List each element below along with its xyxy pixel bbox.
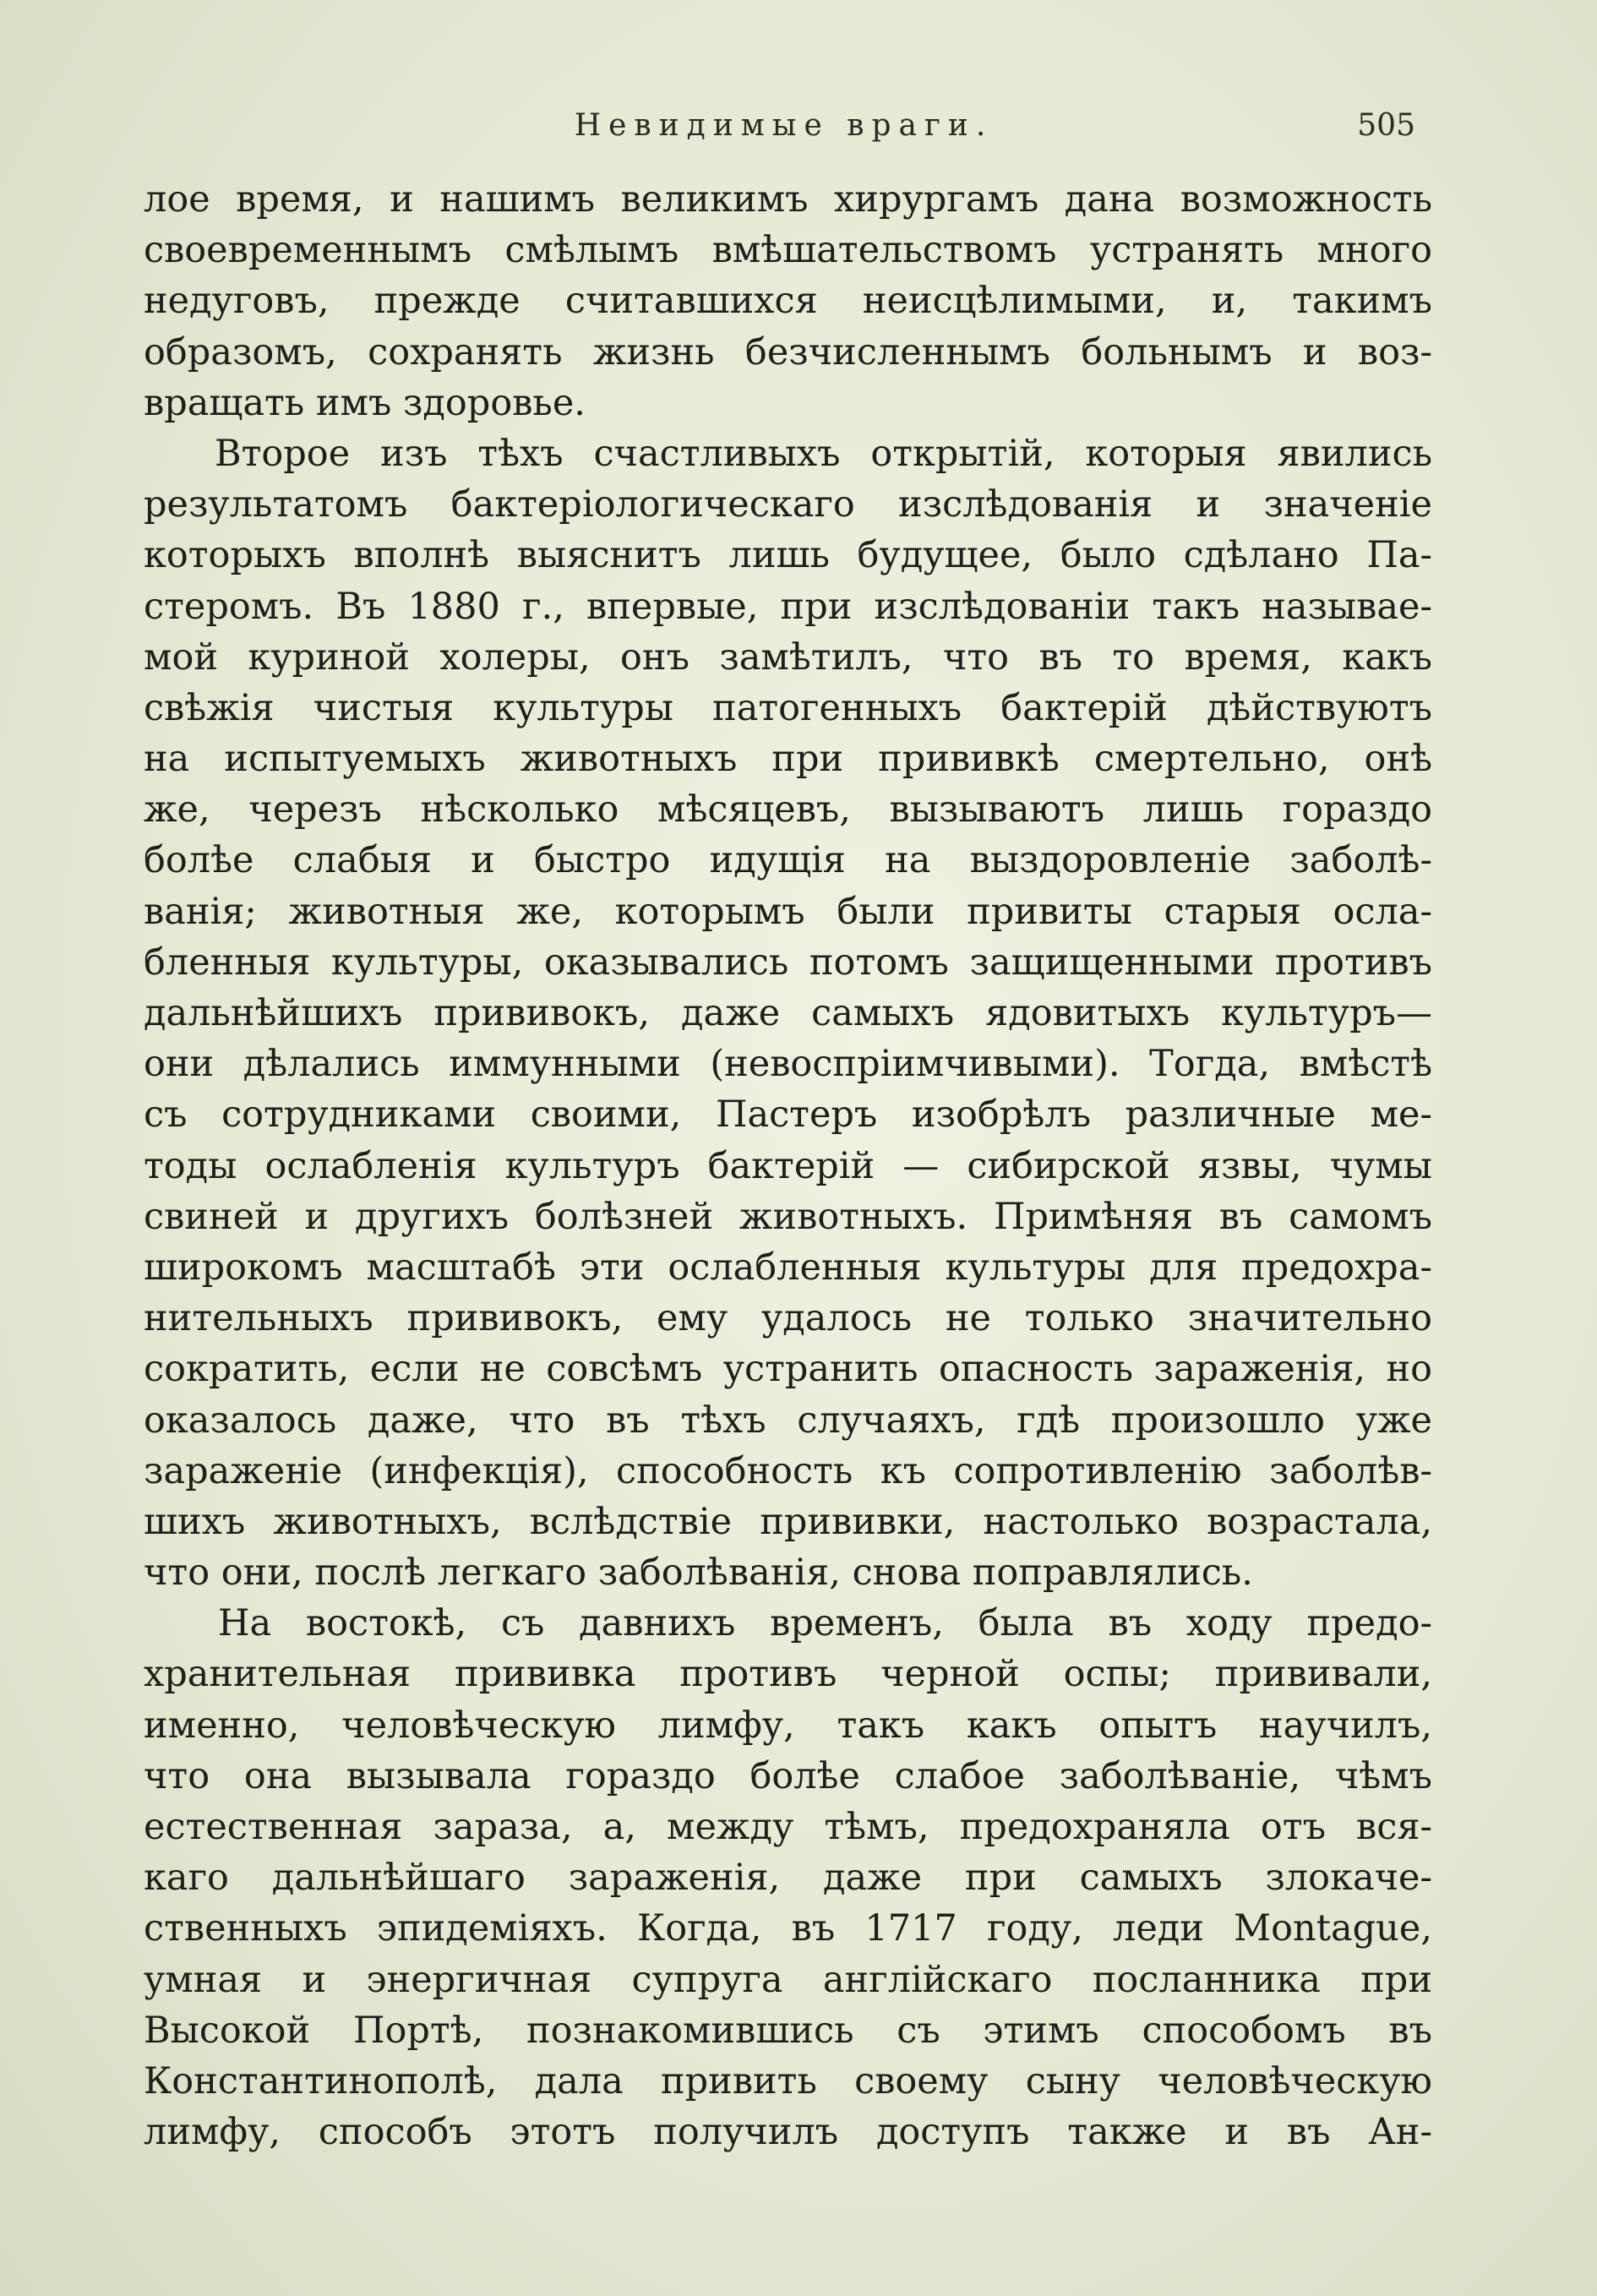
- text-line: мой куриной холеры, онъ замѣтилъ, что въ то время, какъ: [144, 635, 1432, 679]
- text-line: умная и энергичная супруга англійскаго посланника при: [144, 1958, 1432, 2001]
- paragraph-start-line: Второе изъ тѣхъ счастливыхъ открытій, которыя явились: [215, 432, 1432, 475]
- text-line: хранительная прививка противъ черной оспы; прививали,: [144, 1653, 1432, 1696]
- text-line: тоды ослабленія культуръ бактерій — сибирской язвы, чумы: [144, 1144, 1432, 1187]
- text-line: сократить, если не совсѣмъ устранить опасность зараженія, но: [144, 1348, 1432, 1391]
- text-line: дальнѣйшихъ прививокъ, даже самыхъ ядовитыхъ культуръ—: [144, 992, 1432, 1034]
- paragraph-start-line: На востокѣ, съ давнихъ временъ, была въ ходу предо-: [218, 1602, 1432, 1645]
- text-line: свѣжія чистыя культуры патогенныхъ бактерій дѣйствуютъ: [144, 686, 1432, 729]
- text-line: что она вызывала гораздо болѣе слабое заболѣваніе, чѣмъ: [144, 1754, 1432, 1797]
- text-line: что они, послѣ легкаго заболѣванія, снова поправлялись.: [144, 1552, 1253, 1595]
- text-line: своевременнымъ смѣлымъ вмѣшательствомъ устранять много: [144, 229, 1432, 272]
- page-header: [144, 108, 1424, 159]
- running-title: Невидимые враги.: [574, 108, 994, 143]
- text-line: широкомъ масштабѣ эти ослабленныя культуры для предохра-: [144, 1246, 1432, 1289]
- body-text: [144, 174, 1432, 2157]
- text-line: которыхъ вполнѣ выяснитъ лишь будущее, было сдѣлано Па-: [144, 534, 1432, 577]
- text-line: Высокой Портѣ, познакомившись съ этимъ способомъ въ: [144, 2009, 1432, 2052]
- text-line: каго дальнѣйшаго зараженія, даже при самыхъ злокаче-: [144, 1857, 1432, 1900]
- text-line: ванія; животныя же, которымъ были привиты старыя осла-: [144, 890, 1432, 933]
- text-line: шихъ животныхъ, вслѣдствіе прививки, настолько возрастала,: [144, 1500, 1432, 1543]
- text-line: зараженіе (инфекція), способность къ сопротивленію заболѣв-: [144, 1449, 1432, 1492]
- text-line: стеромъ. Въ 1880 г., впервые, при изслѣдованіи такъ называе-: [144, 585, 1432, 628]
- page-number: 505: [1357, 108, 1415, 143]
- text-line: на испытуемыхъ животныхъ при прививкѣ смертельно, онѣ: [144, 738, 1432, 781]
- text-line: оказалось даже, что въ тѣхъ случаяхъ, гдѣ произошло уже: [144, 1399, 1432, 1442]
- text-line: естественная зараза, а, между тѣмъ, предохраняла отъ вся-: [144, 1806, 1432, 1848]
- text-line: свиней и другихъ болѣзней животныхъ. Примѣняя въ самомъ: [144, 1195, 1432, 1238]
- text-line: нительныхъ прививокъ, ему удалось не только значительно: [144, 1297, 1432, 1340]
- text-line: же, черезъ нѣсколько мѣсяцевъ, вызываютъ лишь гораздо: [144, 788, 1432, 832]
- text-line: лое время, и нашимъ великимъ хирургамъ дана возможность: [144, 178, 1432, 221]
- text-line: именно, человѣческую лимфу, такъ какъ опытъ научилъ,: [144, 1704, 1432, 1747]
- text-line: Константинополѣ, дала привить своему сыну человѣческую: [144, 2059, 1432, 2102]
- text-line: вращать имъ здоровье.: [144, 381, 586, 424]
- text-line: лимфу, способъ этотъ получилъ доступъ также и въ Ан-: [144, 2111, 1432, 2154]
- text-line: недуговъ, прежде считавшихся неисцѣлимыми, и, такимъ: [144, 280, 1432, 323]
- text-line: результатомъ бактеріологическаго изслѣдованія и значеніе: [144, 483, 1432, 526]
- text-line: образомъ, сохранять жизнь безчисленнымъ больнымъ и воз-: [144, 330, 1432, 374]
- text-line: бленныя культуры, оказывались потомъ защищенными противъ: [144, 941, 1432, 984]
- text-line: съ сотрудниками своими, Пастеръ изобрѣлъ различные ме-: [144, 1093, 1432, 1137]
- text-line: они дѣлались иммунными (невоспріимчивыми). Тогда, вмѣстѣ: [144, 1043, 1432, 1086]
- text-line: болѣе слабыя и быстро идущія на выздоровленіе заболѣ-: [144, 839, 1432, 882]
- text-line: ственныхъ эпидеміяхъ. Когда, въ 1717 году, леди Montague,: [144, 1907, 1432, 1950]
